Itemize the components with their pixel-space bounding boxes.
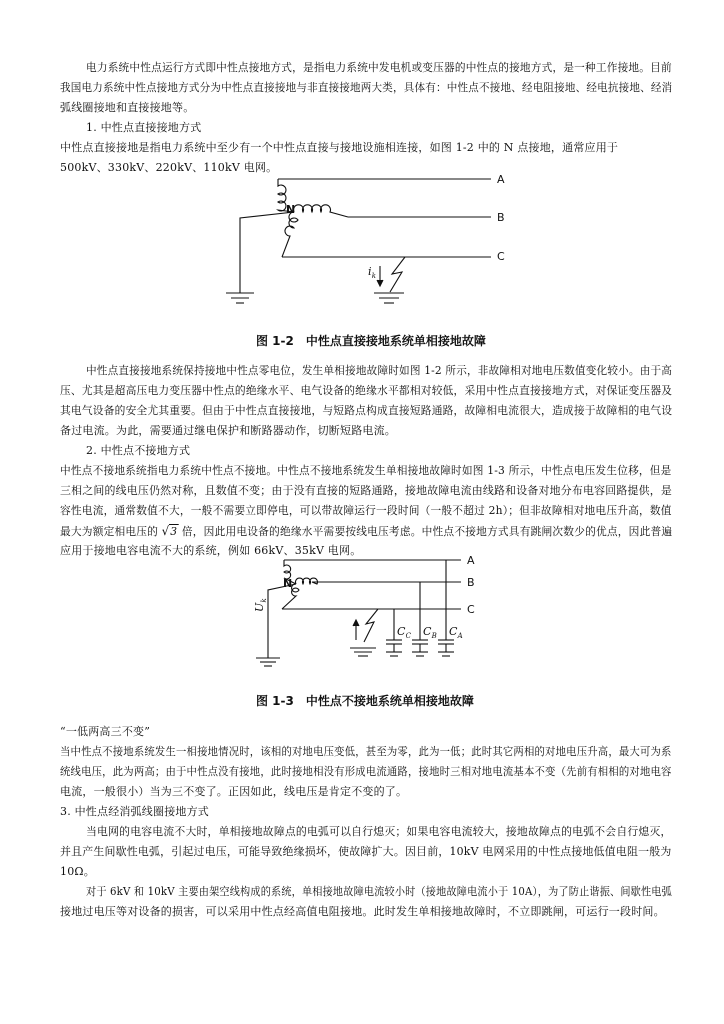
neutral-lead — [240, 212, 294, 293]
section3-para2-1: 对于 6kV 和 10kV 主要由架空线构成的系统，单相接地故障电流较小时（接地故障电流小于 10A），为了防止谐振、间歇性电弧 — [86, 885, 672, 898]
section1-line-1: 中性点直接接地是指电力系统中至少有一个中性点直接与接地设施相连接，如图 1-2 中的 N 点接地，通常应用于 — [60, 141, 619, 154]
fig12-label-b: B — [497, 211, 505, 224]
section1-para-1: 中性点直接接地系统保持接地中性点零电位，发生单相接地故障时如图 1-2 所示，非故障相对地电压数值变化较小。由于高 — [86, 364, 673, 377]
intro-line-3: 弧线圈接地和直接接地等。 — [60, 101, 195, 114]
fig13-label-n: N — [283, 577, 293, 590]
intro-line-1: 电力系统中性点运行方式即中性点接地方式，是指电力系统中发电机或变压器的中性点的接地方式，是一种工作接地。目前 — [86, 61, 672, 74]
fig12-label-a: A — [497, 173, 505, 186]
section3-para2-2: 接地过电压等对设备的损害，可以采用中性点经高值电阻接地。此时发生单相接地故障时，不立即跳闸，可运行一段时间。 — [60, 905, 665, 918]
intro-line-2: 我国电力系统中性点接地方式分为中性点直接接地与非直接接地两大类，具体有：中性点不接地、经电阻接地、经电抗接地、经消 — [60, 81, 673, 94]
section2-line-2: 三相之间的线电压仍然对称，且数值不变；由于没有直接的短路通路，接地故障电流由线路和设备对地分布电容回路提供，是 — [60, 484, 672, 497]
section2-line-1: 中性点不接地系统指电力系统中性点不接地。中性点不接地系统发生单相接地故障时如图 1-3 所示，中性点电压发生位移，但是 — [60, 464, 672, 477]
fig12-current-main: i — [368, 265, 372, 278]
section3-para1-1: 当电网的电容电流不大时，单相接地故障点的电弧可以自行熄灭；如果电容电流较大，接地故障点的电弧不会自行熄灭， — [86, 825, 672, 838]
sqrt-value: 3 — [170, 525, 178, 538]
section1-para-4: 备过电流。为此，需要通过继电保护和断路器动作，切断短路电流。 — [60, 424, 396, 437]
fig13-voltage-label — [250, 598, 274, 612]
section1-line-2: 500kV、330kV、220kV、110kV 电网。 — [60, 161, 278, 174]
figure-1-2-caption: 图 1-2 中性点直接接地系统单相接地故障 — [256, 334, 486, 348]
fig13-label-c: C — [467, 603, 475, 616]
section2-line-5: 应用于接地电容电流不大的系统，例如 66kV、35kV 电网。 — [60, 544, 362, 557]
figure-1-3-caption: 图 1-3 中性点不接地系统单相接地故障 — [256, 694, 474, 708]
fig12-current-sub: k — [371, 272, 377, 281]
fig13-cap-a — [449, 622, 463, 646]
fig12-current-label — [368, 262, 376, 286]
sqrt-line-after: 倍，因此用电设备的绝缘水平需要按线电压考虑。中性点不接地方式具有跳闸次数少的优点，因此普遍 — [178, 525, 673, 538]
fig13-voltage-main: U — [253, 602, 266, 612]
section1-para-3: 其电气设备的安全尤其重要。但由于中性点直接接地，与短路点构成直接短路通路，故障相电流很大，造成接于故障相的电气设 — [60, 404, 673, 417]
fig13-cap-b — [423, 622, 437, 646]
sqrt-symbol-icon: √ — [161, 524, 170, 538]
fig13-label-b: B — [467, 576, 475, 589]
section3-heading: 3. 中性点经消弧线圈接地方式 — [60, 805, 209, 818]
cap-c-sub: C — [405, 632, 412, 641]
fig12-label-c: C — [497, 250, 505, 263]
section2-heading: 2. 中性点不接地方式 — [86, 444, 191, 457]
section1-para-2: 压、尤其是超高压电力变压器中性点的绝缘水平、电气设备的绝缘水平都相对较低，采用中性点直接接地方式，对保证变压器及 — [60, 384, 673, 397]
section3-para1-2: 并且产生间歇性电弧，引起过电压，可能导致绝缘损坏，使故障扩大。因目前，10kV 电网采用的中性点接地低值电阻一般为 — [60, 845, 672, 858]
section2-line-3: 容性电流，通常数值不大，一般不需要立即停电，可以带故障运行一段时间（一般不超过 2h）；但非故障相对地电压升高，数值 — [60, 504, 672, 517]
section3-para1-3: 10Ω。 — [60, 865, 95, 878]
coil-b — [294, 205, 348, 217]
note-title: “一低两高三不变” — [60, 725, 151, 738]
fig12-label-n: N — [286, 203, 296, 216]
cap-b-sub: B — [431, 632, 437, 641]
cap-a-main: C — [449, 625, 458, 638]
fig13-cap-c — [397, 622, 411, 646]
note-line-1: 当中性点不接地系统发生一相接地情况时，该相的对地电压变低，甚至为零，此为一低；此时其它两相的对地电压升高，最大可为系 — [60, 745, 672, 758]
section1-heading: 1. 中性点直接接地方式 — [86, 121, 202, 134]
fig13-voltage-sub: k — [260, 598, 269, 603]
cap-c-main: C — [397, 625, 406, 638]
fig13-label-a: A — [467, 554, 475, 567]
cap-a-sub: A — [457, 632, 463, 641]
fault-lightning — [390, 257, 405, 292]
sqrt-line-before: 最大为额定相电压的 — [60, 525, 162, 538]
note-line-2: 统线电压，此为两高；由于中性点没有接地，此时接地相没有形成电流通路，接地时三相对地电流基本不变（先前有相相的对地电容 — [60, 765, 672, 778]
note-line-3: 电流，一般很小）当为三不变了。正因如此，线电压是肯定不变的了。 — [60, 785, 408, 798]
cap-b-main: C — [423, 625, 432, 638]
section2-line-4 — [60, 521, 672, 542]
